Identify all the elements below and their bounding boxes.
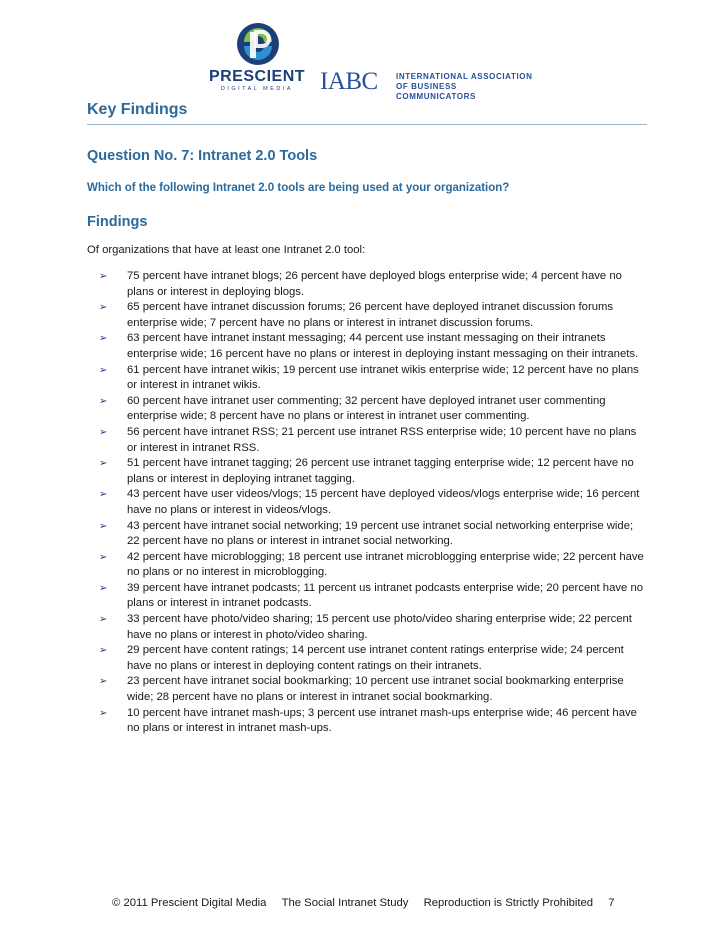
list-item xyxy=(87,456,647,487)
list-item xyxy=(87,706,647,737)
footer-copyright: © 2011 Prescient Digital Media xyxy=(112,897,267,909)
list-item xyxy=(87,674,647,705)
list-item xyxy=(87,643,647,674)
arrow-bullet-icon: ➢ xyxy=(99,707,108,719)
question-prompt: Which of the following Intranet 2.0 tools are being used at your organization? xyxy=(87,182,510,194)
page-number: 7 xyxy=(608,897,615,909)
arrow-bullet-icon: ➢ xyxy=(99,271,108,282)
finding-text: 56 percent have intranet RSS; 21 percent use intranet RSS enterprise wide; 10 percent have no plans or interest in intranet RSS. xyxy=(127,425,637,454)
question-title: Question No. 7: Intranet 2.0 Tools xyxy=(87,148,318,164)
finding-text: 65 percent have intranet discussion forums; 26 percent have deployed intranet discussion forums enterprise wide; 7 percent have no plans or interest in intranet discussion forums. xyxy=(127,301,614,329)
findings-title: Findings xyxy=(87,214,148,230)
arrow-bullet-icon: ➢ xyxy=(99,426,108,438)
list-item xyxy=(87,363,647,394)
list-item xyxy=(87,394,647,425)
list-item xyxy=(87,581,647,612)
footer-notice: Reproduction is Strictly Prohibited xyxy=(423,897,594,909)
finding-text: 43 percent have intranet social networking; 19 percent use intranet social networking enterprise wide; 22 percent have no plans or interest in intranet social networking. xyxy=(127,519,634,548)
document-body xyxy=(87,100,647,737)
iabc-logo xyxy=(320,68,533,101)
iabc-wordmark: IABC xyxy=(320,68,378,95)
page-footer xyxy=(112,896,652,910)
finding-text: 75 percent have intranet blogs; 26 percent have deployed blogs enterprise wide; 4 percent have no plans or interest in deploying blogs. xyxy=(127,270,622,298)
prescient-p-icon xyxy=(236,22,280,66)
arrow-bullet-icon: ➢ xyxy=(99,551,108,563)
header-logos xyxy=(0,22,728,100)
footer-study-title: The Social Intranet Study xyxy=(281,897,409,909)
iabc-line-2: OF BUSINESS COMMUNICATORS xyxy=(396,82,476,101)
finding-text: 33 percent have photo/video sharing; 15 percent use photo/video sharing enterprise wide; 22 percent have no plans or interest in photo/video sharing. xyxy=(127,613,632,641)
section-title: Key Findings xyxy=(87,100,647,125)
list-item xyxy=(87,487,647,518)
finding-text: 23 percent have intranet social bookmarking; 10 percent use intranet social bookmarking enterprise wide; 28 percent have no plans or interest in intranet social bookmarking. xyxy=(127,675,624,704)
arrow-bullet-icon: ➢ xyxy=(99,458,108,470)
prescient-wordmark: PRESCIENT xyxy=(208,68,306,85)
list-item xyxy=(87,550,647,581)
finding-text: 10 percent have intranet mash-ups; 3 percent use intranet mash-ups enterprise wide; 46 percent have no plans or interest in intranet mash-ups. xyxy=(127,706,637,735)
finding-text: 51 percent have intranet tagging; 26 percent use intranet tagging enterprise wide; 12 percent have no plans or interest in deploying intranet tagging. xyxy=(127,457,634,485)
finding-text: 60 percent have intranet user commenting; 32 percent have deployed intranet user commenting enterprise wide; 8 percent have no plans or interest in intranet user commenting. xyxy=(127,394,606,423)
finding-text: 61 percent have intranet wikis; 19 percent use intranet wikis enterprise wide; 12 percent have no plans or interest in intranet wikis. xyxy=(127,363,639,392)
findings-intro: Of organizations that have at least one Intranet 2.0 tool: xyxy=(87,244,366,256)
list-item xyxy=(87,269,647,300)
arrow-bullet-icon: ➢ xyxy=(99,333,108,345)
list-item xyxy=(87,331,647,362)
arrow-bullet-icon: ➢ xyxy=(99,614,108,626)
arrow-bullet-icon: ➢ xyxy=(99,582,108,594)
arrow-bullet-icon: ➢ xyxy=(99,489,108,501)
list-item xyxy=(87,300,647,331)
prescient-logo xyxy=(208,22,306,98)
prescient-subtitle: DIGITAL MEDIA xyxy=(220,86,294,92)
arrow-bullet-icon: ➢ xyxy=(99,520,108,532)
arrow-bullet-icon: ➢ xyxy=(99,395,108,407)
arrow-bullet-icon: ➢ xyxy=(99,364,108,376)
iabc-line-1: INTERNATIONAL ASSOCIATION xyxy=(396,72,533,81)
finding-text: 63 percent have intranet instant messaging; 44 percent use instant messaging on their intranets enterprise wide; 16 percent have no plans or interest in deploying instant messaging on their intranets. xyxy=(127,332,639,360)
finding-text: 42 percent have microblogging; 18 percent use intranet microblogging enterprise wide; 22 percent have no plans or no interest in microblogging. xyxy=(127,550,644,579)
list-item xyxy=(87,519,647,550)
arrow-bullet-icon: ➢ xyxy=(99,645,108,657)
iabc-full-name xyxy=(396,72,536,102)
list-item xyxy=(87,425,647,456)
finding-text: 39 percent have intranet podcasts; 11 percent us intranet podcasts enterprise wide; 20 percent have no plans or interest in intranet podcasts. xyxy=(127,581,644,610)
list-item xyxy=(87,612,647,643)
arrow-bullet-icon: ➢ xyxy=(99,302,108,314)
findings-list xyxy=(87,269,647,737)
finding-text: 29 percent have content ratings; 14 percent use intranet content ratings enterprise wide; 24 percent have no plans or interest in deploying content ratings on their intranets. xyxy=(127,644,624,672)
finding-text: 43 percent have user videos/vlogs; 15 percent have deployed videos/vlogs enterprise wide; 16 percent have no plans or interest in videos/vlogs. xyxy=(127,488,640,516)
arrow-bullet-icon: ➢ xyxy=(99,676,108,688)
